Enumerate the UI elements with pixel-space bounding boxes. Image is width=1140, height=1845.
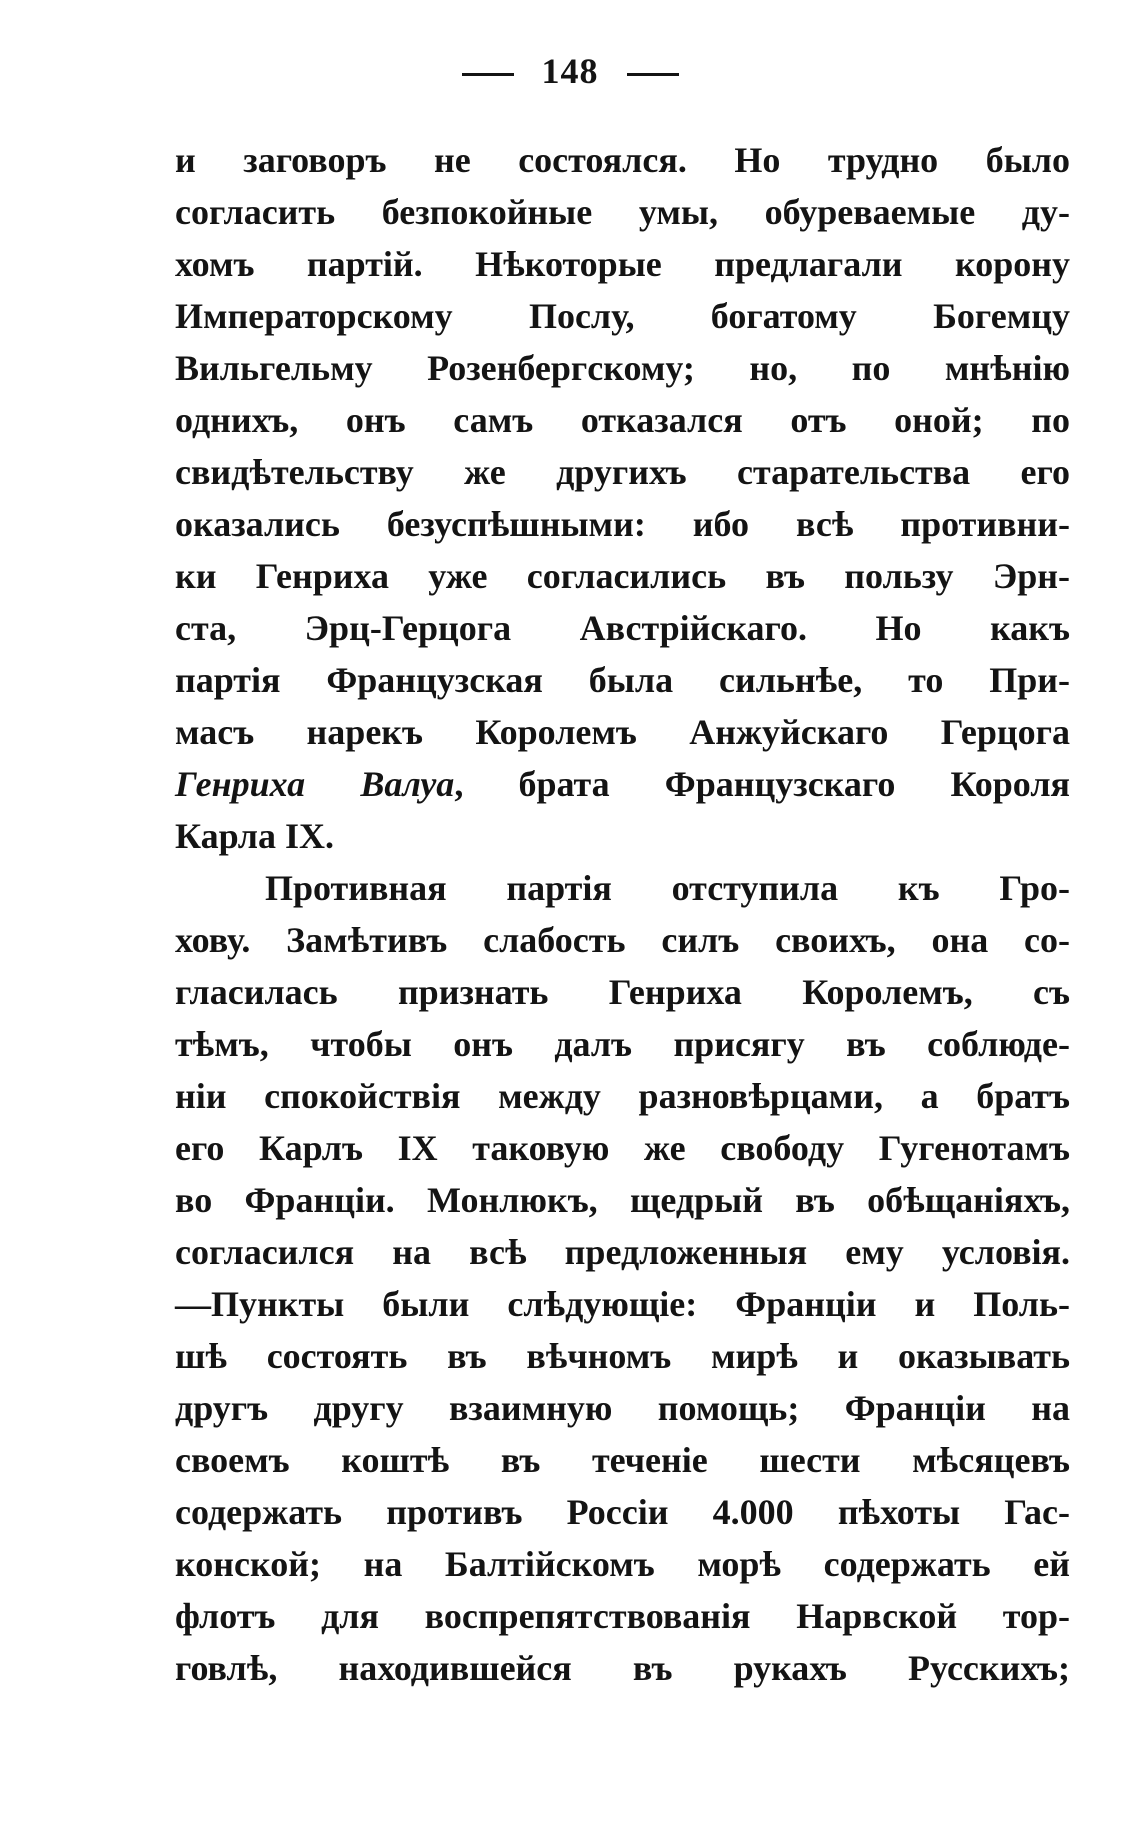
text-line: флотъ для воспрепятствованія Нарвской тор- — [175, 1596, 1070, 1636]
text-line: хомъ партій. Нѣкоторые предлагали корону — [175, 244, 1070, 284]
paragraph-2 — [175, 862, 1070, 1694]
text-line: содержать противъ Россіи 4.000 пѣхоты Гас- — [175, 1492, 1070, 1532]
text-line-rest: , брата Французскаго Короля — [454, 764, 1070, 804]
text-line: тѣмъ, чтобы онъ далъ присягу въ соблюде- — [175, 1024, 1070, 1064]
text-line: —Пункты были слѣдующіе: Франціи и Поль- — [175, 1284, 1070, 1324]
text-line: его Карлъ IX таковую же свободу Гугенотамъ — [175, 1128, 1070, 1168]
text-line: согласился на всѣ предложенныя ему условія. — [175, 1232, 1070, 1272]
header-dash-left — [462, 73, 514, 76]
text-line: конской; на Балтійскомъ морѣ содержать ей — [175, 1544, 1070, 1584]
text-line: шѣ состоять въ вѣчномъ мирѣ и оказывать — [175, 1336, 1070, 1376]
header-dash-right — [627, 73, 679, 76]
text-line: хову. Замѣтивъ слабость силъ своихъ, она со- — [175, 920, 1070, 960]
text-line: оказались безуспѣшными: ибо всѣ противни- — [175, 504, 1070, 544]
text-line: партія Французская была сильнѣе, то При- — [175, 660, 1070, 700]
text-line: согласить безпокойные умы, обуреваемые ду- — [175, 192, 1070, 232]
text-line: другъ другу взаимную помощь; Франціи на — [175, 1388, 1070, 1428]
page-header — [0, 50, 1140, 92]
text-line: Императорскому Послу, богатому Богемцу — [175, 296, 1070, 336]
text-line: гласилась признать Генриха Королемъ, съ — [175, 972, 1070, 1012]
text-line: и заговоръ не состоялся. Но трудно было — [175, 140, 1070, 180]
text-line: ніи спокойствія между разновѣрцами, а братъ — [175, 1076, 1070, 1116]
page-number: 148 — [541, 51, 599, 91]
text-line: Карла IX. — [175, 816, 334, 856]
text-line: своемъ коштѣ въ теченіе шести мѣсяцевъ — [175, 1440, 1070, 1480]
body-text — [175, 134, 1070, 1694]
text-line: во Франціи. Монлюкъ, щедрый въ обѣщаніяхъ, — [175, 1180, 1070, 1220]
text-line: масъ нарекъ Королемъ Анжуйскаго Герцога — [175, 712, 1070, 752]
italic-name: Генриха Валуа — [175, 764, 455, 804]
text-line: Противная партія отступила къ Гро- — [265, 868, 1070, 908]
text-line: ки Генриха уже согласились въ пользу Эрн- — [175, 556, 1070, 596]
text-line: говлѣ, находившейся въ рукахъ Русскихъ; — [175, 1648, 1070, 1688]
text-line: однихъ, онъ самъ отказался отъ оной; по — [175, 400, 1070, 440]
text-line: Вильгельму Розенбергскому; но, по мнѣнію — [175, 348, 1070, 388]
text-line: ста, Эрц-Герцога Австрійскаго. Но какъ — [175, 608, 1070, 648]
text-line — [175, 758, 1070, 810]
text-line: свидѣтельству же другихъ старательства его — [175, 452, 1070, 492]
paragraph-1 — [175, 134, 1070, 862]
